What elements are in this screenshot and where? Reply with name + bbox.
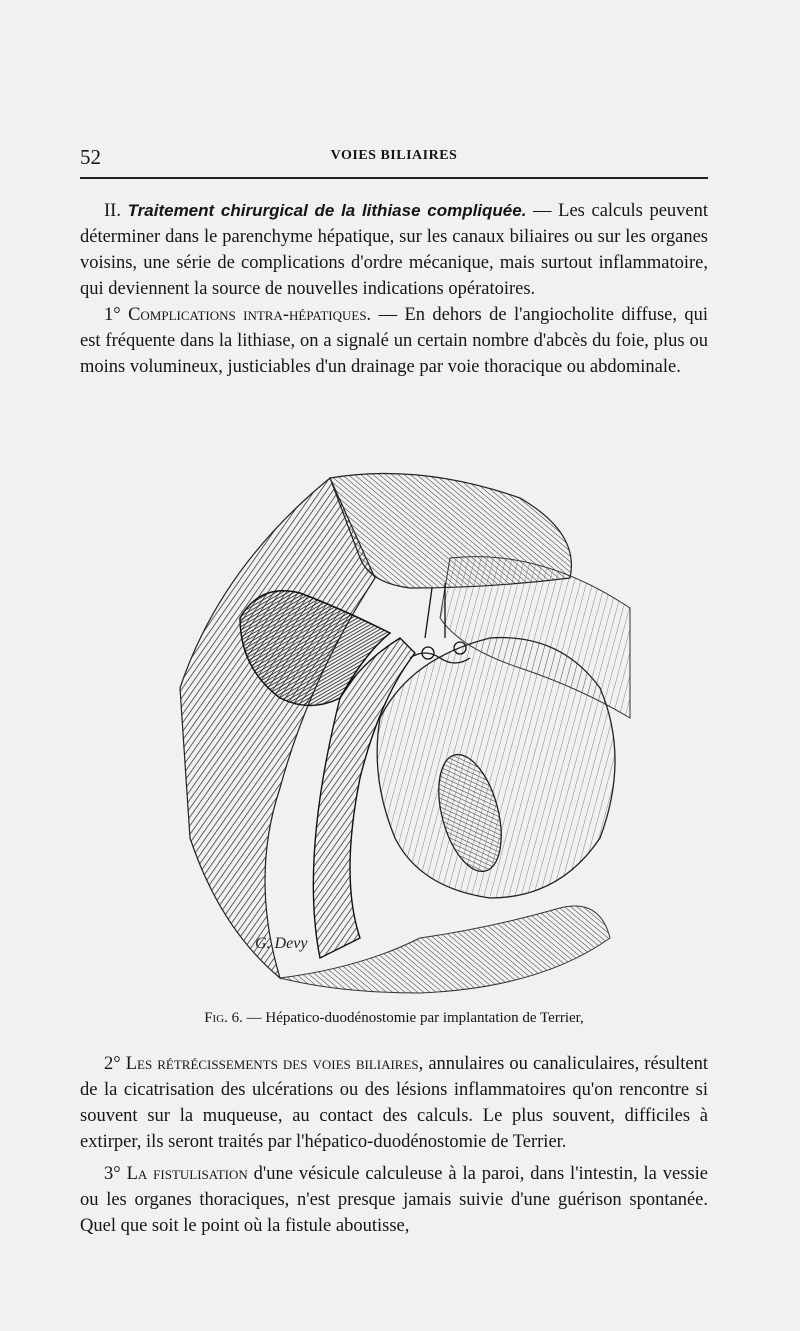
section-ii-paragraph <box>80 198 708 302</box>
page-header <box>80 145 708 167</box>
subsection-2-title: Les rétrécissements des voies biliaires, <box>125 1054 424 1074</box>
subsection-3-paragraph <box>80 1161 708 1239</box>
subsection-1-body: En dehors de l'angiocholite diffuse, qui est fréquente dans la lithiase, on a signalé un certain nombre d'abcès du foie, plus ou moins volumineux, justiciables d'un drainage par voie thoracique ou abdominale. <box>80 305 709 377</box>
subsection-3-number: 3° <box>104 1164 121 1184</box>
section-body: Les calculs peuvent déterminer dans le parenchyme hépatique, sur les canaux biliaires ou sur les organes voisins, une série de complications d'ordre mécanique, mais surtout inflammatoire, qui deviennent la source de nouvelles indications opératoires. <box>80 201 709 299</box>
subsection-1-paragraph <box>80 302 708 380</box>
subsection-1-number: 1° <box>104 305 121 325</box>
bottom-text-block <box>80 1051 708 1239</box>
section-dash: — <box>526 201 559 221</box>
surgical-illustration <box>160 458 640 998</box>
subsection-2-body: annulaires ou canaliculaires, résultent de la cicatrisation des ulcérations ou des lésions inflammatoires qu'on rencontre si souvent sur la muqueuse, au contact des calculs. Le plus souvent, difficiles à extirper, ils seront traités par l'hépatico-duodénostomie de Terrier. <box>80 1054 708 1152</box>
section-number: II. <box>104 201 121 221</box>
header-rule <box>80 177 708 179</box>
running-head: VOIES BILIAIRES <box>330 148 458 163</box>
top-text-block <box>80 198 708 380</box>
caption-dash: — <box>242 1010 266 1026</box>
artist-signature: G. Devy <box>255 935 308 952</box>
subsection-3-body: d'une vésicule calculeuse à la paroi, dans l'intestin, la vessie ou les organes thoraciques, n'est presque jamais suivie d'une guérison spontanée. Quel que soit le point où la fistule aboutisse, <box>80 1164 709 1236</box>
section-title: Traitement chirurgical de la lithiase compliquée. <box>127 201 527 220</box>
subsection-1-title: Complications intra-hépatiques. <box>128 305 372 325</box>
page-number: 52 <box>80 145 101 169</box>
subsection-1-dash: — <box>371 305 405 325</box>
figure-caption <box>80 1010 708 1027</box>
caption-text: Hépatico-duodénostomie par implantation de Terrier, <box>265 1010 584 1026</box>
subsection-3-title: La fistulisation <box>126 1164 248 1184</box>
subsection-2-number: 2° <box>104 1054 121 1074</box>
figure-label: Fig. 6. <box>204 1010 243 1026</box>
subsection-2-paragraph <box>80 1051 708 1155</box>
